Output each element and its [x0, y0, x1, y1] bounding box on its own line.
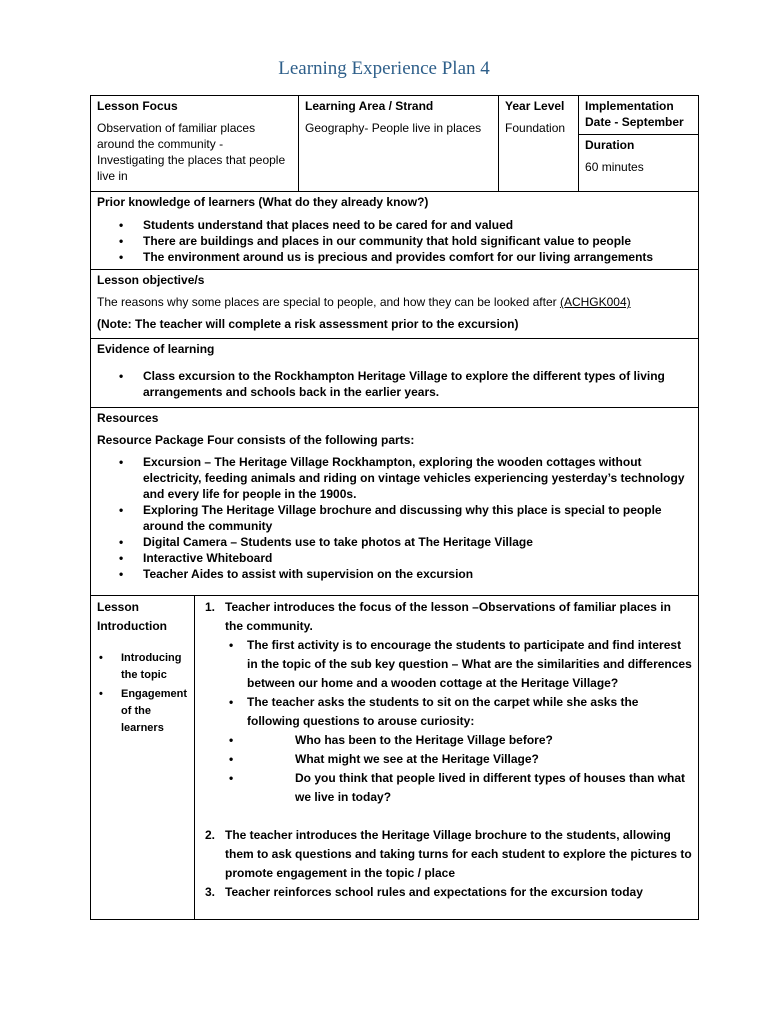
duration-label: Duration: [585, 138, 635, 152]
lesson-focus-text: Observation of familiar places around the community - Investigating the places that people live in: [97, 121, 286, 183]
evidence-label: Evidence of learning: [97, 342, 215, 356]
header-row: [91, 96, 699, 135]
duration-cell: [579, 135, 699, 192]
learning-area-text: Geography- People live in places: [305, 121, 482, 135]
prior-knowledge-label: Prior knowledge of learners (What do they already know?): [97, 195, 429, 209]
list-item: • Interactive Whiteboard: [119, 551, 273, 565]
learning-area-cell: [299, 96, 499, 192]
list-item: • What might we see at the Heritage Village?: [229, 752, 539, 766]
introduction-steps-cell: [195, 596, 699, 920]
year-level-label: Year Level: [505, 99, 565, 113]
list-item: • Digital Camera – Students use to take photos at The Heritage Village: [119, 535, 533, 549]
implementation-cell: [579, 96, 699, 135]
introduction-side-list: [97, 650, 188, 737]
list-item: • Engagement of the learners: [99, 688, 188, 734]
list-item: • Do you think that people lived in different types of houses than what we live in today?: [229, 771, 686, 804]
year-level-text: Foundation: [505, 121, 566, 135]
document-title: Learning Experience Plan 4: [278, 58, 490, 79]
resources-intro: Resource Package Four consists of the following parts:: [97, 433, 415, 447]
lesson-plan-table: [90, 95, 699, 920]
list-item: 3. Teacher reinforces school rules and expectations for the excursion today: [205, 885, 643, 899]
resources-label: Resources: [97, 411, 159, 425]
year-level-cell: [499, 96, 579, 192]
learning-area-label: Learning Area / Strand: [305, 99, 434, 113]
objectives-cell: [91, 270, 699, 339]
list-item: • The environment around us is precious and provides comfort for our living arrangements: [119, 250, 654, 264]
list-item: • Who has been to the Heritage Village before?: [229, 733, 553, 747]
prior-knowledge-list: [97, 217, 692, 265]
list-item: • Introducing the topic: [99, 652, 182, 681]
list-item: • Teacher Aides to assist with supervision on the excursion: [119, 567, 474, 581]
resources-cell: [91, 408, 699, 596]
list-item: 2. The teacher introduces the Heritage Village brochure to the students, allowing them to ask questions and taking turns for each student to explore the pictures to promote engagement in the topic / place: [205, 828, 692, 880]
duration-text: 60 minutes: [585, 160, 644, 174]
resources-list: [97, 454, 692, 582]
curriculum-code-link[interactable]: (ACHGK004): [559, 295, 631, 309]
implementation-label: Implementation Date - September: [585, 99, 684, 129]
objectives-label: Lesson objective/s: [97, 273, 205, 287]
evidence-cell: [91, 339, 699, 408]
lesson-focus-cell: [91, 96, 299, 192]
list-item: • There are buildings and places in our community that hold significant value to people: [119, 234, 632, 248]
introduction-label: Lesson Introduction: [97, 600, 167, 633]
introduction-side-cell: [91, 596, 195, 920]
objective-text: The reasons why some places are special to people, and how they can be looked after (ACHGK004): [97, 295, 631, 309]
list-item: • Students understand that places need to be cared for and valued: [119, 218, 514, 232]
introduction-steps: [201, 598, 692, 902]
prior-knowledge-cell: [91, 192, 699, 270]
evidence-list: [97, 368, 692, 400]
list-item: • The teacher asks the students to sit on the carpet while she asks the following questions to arouse curiosity:: [229, 695, 639, 728]
list-item: • Excursion – The Heritage Village Rockhampton, exploring the wooden cottages without electricity, feeding animals and riding on vintage vehicles experiencing yesterday’s technology and every life for people in the 1900s.: [119, 455, 685, 501]
lesson-focus-label: Lesson Focus: [97, 99, 178, 113]
list-item: • The first activity is to encourage the students to participate and find interest in the topic of the sub key question – What are the similarities and differences between our home and a wooden cottage at the Heritage Village?: [229, 638, 692, 690]
list-item: • Class excursion to the Rockhampton Heritage Village to explore the different types of living arrangements and schools back in the earlier years.: [119, 369, 665, 399]
risk-assessment-note: (Note: The teacher will complete a risk assessment prior to the excursion): [97, 317, 519, 331]
list-item: 1. Teacher introduces the focus of the lesson –Observations of familiar places in the community. • The first activity is to encourage the students to participate and find interest in the topic of the sub key question – What are the similarities and differences between our home and a wooden cottage at the Heritage Village? • The teacher asks the students to sit on the carpet while she asks the following questions to arouse curiosity: • Who has been to the Heritage Village before? • What might we see at the Heritage Village? • Do you think that people lived in different types of houses than what we live in today?: [201, 598, 692, 826]
list-item: • Exploring The Heritage Village brochure and discussing why this place is special to people around the community: [119, 503, 662, 533]
